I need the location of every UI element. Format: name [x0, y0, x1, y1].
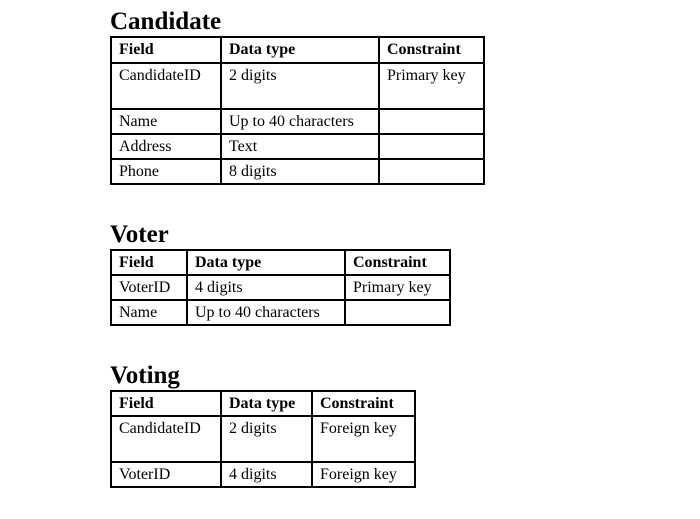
constraint-cell: Foreign key [312, 416, 415, 462]
table-header-row [111, 37, 484, 63]
candidate-title: Candidate [110, 8, 222, 35]
constraint-cell: Primary key [379, 63, 484, 109]
constraint-cell [379, 134, 484, 159]
table-row [111, 134, 484, 159]
column-header-field: Field [111, 250, 187, 275]
voter-table [110, 249, 451, 326]
field-cell: CandidateID [111, 416, 221, 462]
constraint-cell [379, 159, 484, 184]
data-type-cell: Up to 40 characters [187, 300, 345, 325]
data-type-cell: Up to 40 characters [221, 109, 379, 134]
table-row [111, 109, 484, 134]
data-type-cell: 4 digits [221, 462, 312, 487]
data-type-cell: Text [221, 134, 379, 159]
table-row [111, 462, 415, 487]
constraint-cell: Foreign key [312, 462, 415, 487]
table-header-row [111, 391, 415, 416]
data-type-cell: 2 digits [221, 63, 379, 109]
field-cell: Name [111, 300, 187, 325]
voter-title: Voter [110, 221, 169, 248]
data-type-cell: 4 digits [187, 275, 345, 300]
table-row [111, 275, 450, 300]
column-header-constraint: Constraint [312, 391, 415, 416]
field-cell: VoterID [111, 462, 221, 487]
table-row [111, 63, 484, 109]
table-row [111, 300, 450, 325]
constraint-cell [379, 109, 484, 134]
column-header-field: Field [111, 37, 221, 63]
data-type-cell: 8 digits [221, 159, 379, 184]
column-header-constraint: Constraint [345, 250, 450, 275]
column-header-data-type: Data type [187, 250, 345, 275]
table-row [111, 416, 415, 462]
column-header-data-type: Data type [221, 391, 312, 416]
field-cell: Name [111, 109, 221, 134]
voting-table [110, 390, 416, 488]
field-cell: VoterID [111, 275, 187, 300]
table-row [111, 159, 484, 184]
candidate-table [110, 36, 485, 185]
field-cell: Phone [111, 159, 221, 184]
constraint-cell [345, 300, 450, 325]
column-header-field: Field [111, 391, 221, 416]
table-header-row [111, 250, 450, 275]
field-cell: CandidateID [111, 63, 221, 109]
field-cell: Address [111, 134, 221, 159]
data-type-cell: 2 digits [221, 416, 312, 462]
column-header-constraint: Constraint [379, 37, 484, 63]
constraint-cell: Primary key [345, 275, 450, 300]
column-header-data-type: Data type [221, 37, 379, 63]
voting-title: Voting [110, 362, 180, 389]
